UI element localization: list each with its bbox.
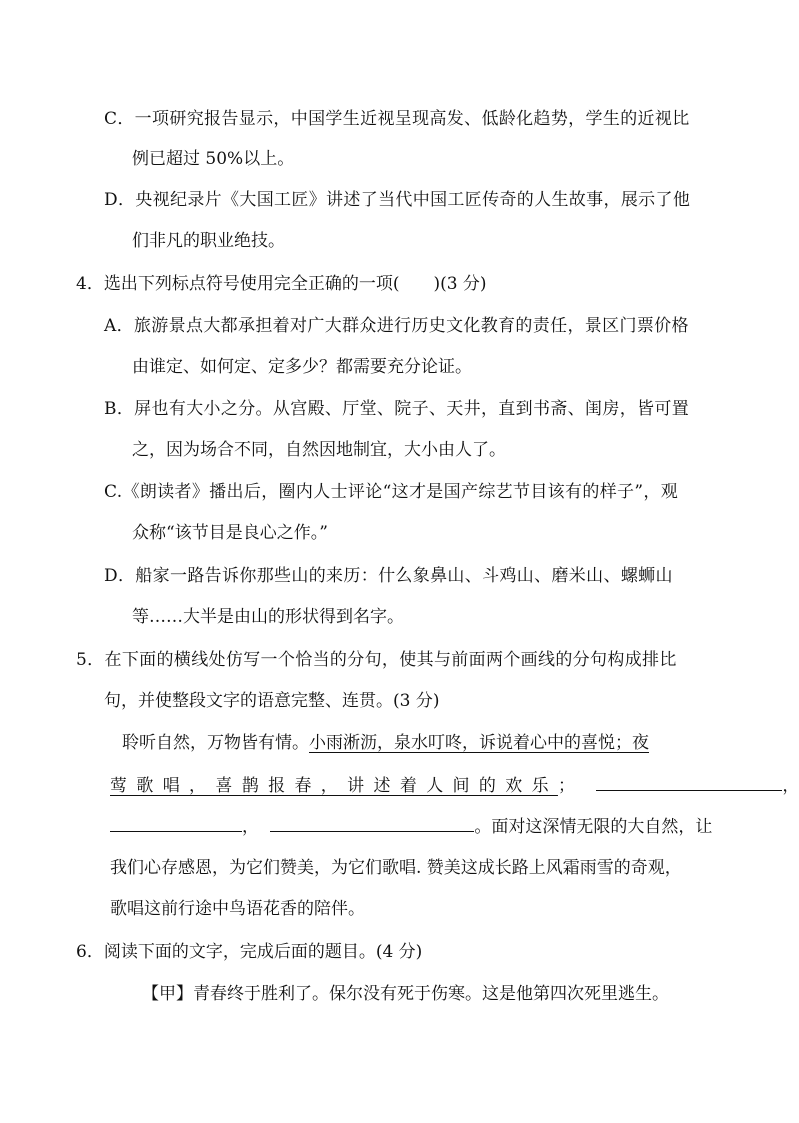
q6-passage-line1: 【甲】青春终于胜利了。保尔没有死于伤寒。这是他第四次死里逃生。 bbox=[142, 984, 669, 1004]
q3-option-c-line2: 例已超过 50%以上。 bbox=[132, 149, 295, 169]
q5-comma-2: ， bbox=[242, 817, 259, 837]
q5-underlined-clause-2: 莺歌唱，喜鹊报春，讲述着人间的欢乐 bbox=[110, 776, 558, 796]
q4-option-a-line1: A．旅游景点大都承担着对广大群众进行历史文化教育的责任，景区门票价格 bbox=[104, 316, 689, 336]
q3-option-d-line1: D．央视纪录片《大国工匠》讲述了当代中国工匠传奇的人生故事，展示了他 bbox=[104, 190, 691, 210]
q5-stem-line2: 句，并使整段文字的语意完整、连贯。(3 分) bbox=[104, 691, 440, 711]
q5-passage-line1 bbox=[122, 731, 649, 755]
q4-option-d-line1: D．船家一路告诉你那些山的来历：什么象鼻山、斗鸡山、磨米山、螺蛳山 bbox=[104, 566, 673, 586]
q6-stem: 6．阅读下面的文字，完成后面的题目。(4 分) bbox=[76, 942, 423, 962]
q5-stem-line1: 5．在下面的横线处仿写一个恰当的分句，使其与前面两个画线的分句构成排比 bbox=[76, 650, 677, 670]
q4-stem: 4．选出下列标点符号使用完全正确的一项( )(3 分) bbox=[76, 274, 487, 294]
q5-passage-line4: 我们心存感恩，为它们赞美，为它们歌唱. 赞美这成长路上风霜雨雪的奇观， bbox=[110, 858, 682, 878]
q4-option-d-line2: 等……大半是由山的形状得到名字。 bbox=[132, 607, 404, 627]
q5-passage-intro: 聆听自然，万物皆有情。 bbox=[122, 733, 309, 753]
q5-passage-line3-text: 。面对这深情无限的大自然，让 bbox=[474, 817, 713, 837]
q5-passage-line5: 歌唱这前行途中鸟语花香的陪伴。 bbox=[110, 899, 365, 919]
q4-option-b-line1: B．屏也有大小之分。从宫殿、厅堂、院子、天井，直到书斋、闺房，皆可置 bbox=[104, 399, 690, 419]
q5-answer-blank-2[interactable] bbox=[110, 813, 242, 832]
q4-option-c-line2: 众称“该节目是良心之作。” bbox=[132, 523, 328, 543]
q4-option-a-line2: 由谁定、如何定、定多少？都需要充分论证。 bbox=[132, 357, 472, 377]
q3-option-d-line2: 们非凡的职业绝技。 bbox=[132, 231, 285, 251]
q5-answer-blank-1[interactable] bbox=[596, 772, 782, 791]
q5-comma: ， bbox=[782, 776, 799, 796]
q3-option-c-line1: C．一项研究报告显示，中国学生近视呈现高发、低龄化趋势，学生的近视比 bbox=[104, 109, 690, 129]
q5-underlined-clause-1: 小雨淅沥，泉水叮咚，诉说着心中的喜悦；夜 bbox=[309, 733, 649, 753]
q4-option-c-line1: C.《朗读者》播出后，圈内人士评论“这才是国产综艺节目该有的样子”，观 bbox=[104, 482, 679, 502]
q5-semicolon: ； bbox=[557, 776, 575, 796]
q4-option-b-line2: 之，因为场合不同，自然因地制宜，大小由人了。 bbox=[132, 440, 506, 460]
q5-passage-line2 bbox=[110, 772, 799, 798]
q5-passage-line3 bbox=[110, 813, 712, 839]
q5-answer-blank-3[interactable] bbox=[270, 813, 474, 832]
